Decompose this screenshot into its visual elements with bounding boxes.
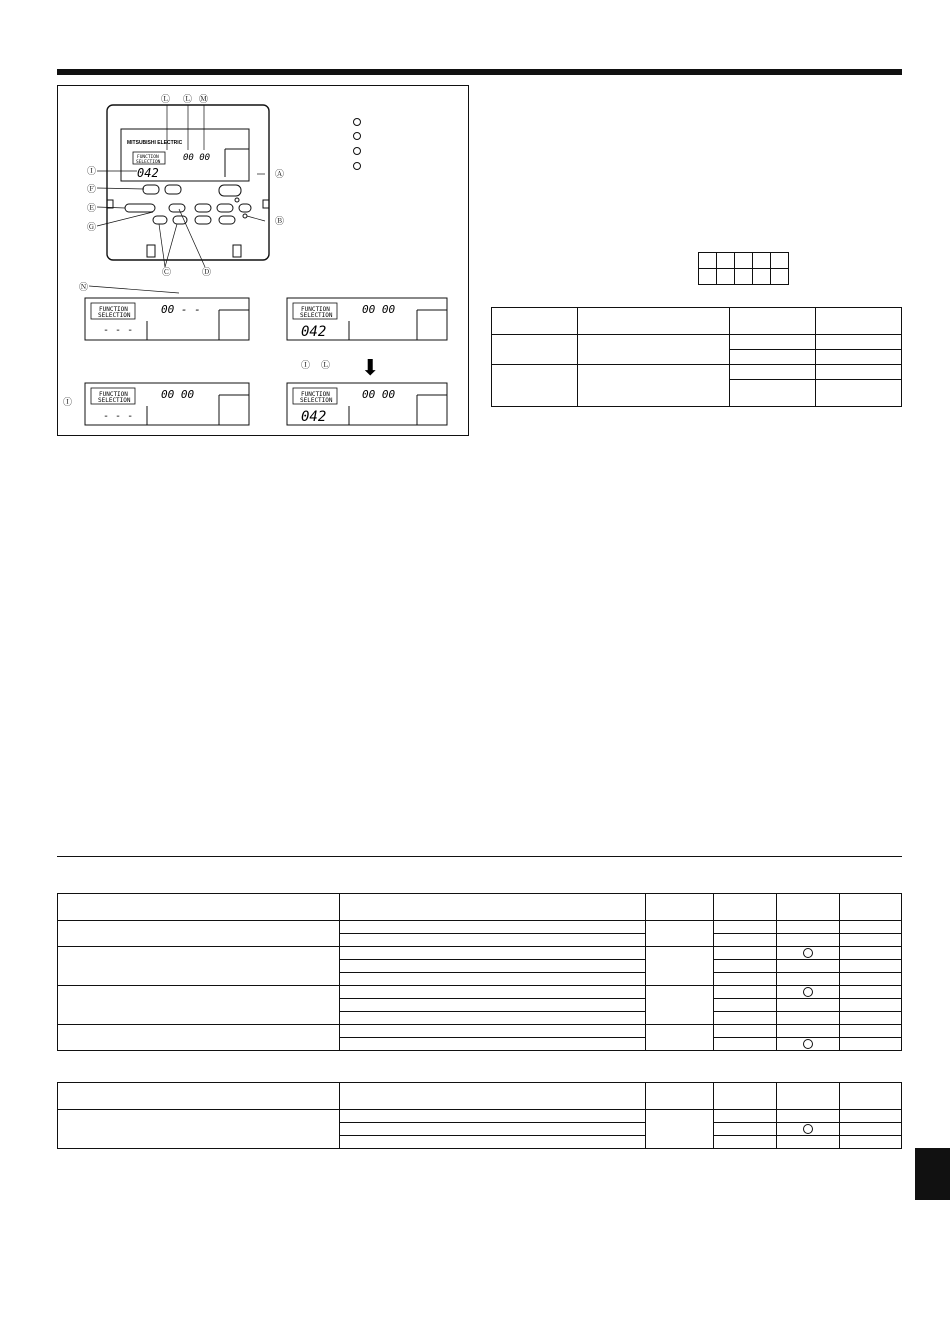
- svg-text:SELECTION: SELECTION: [98, 397, 131, 404]
- lcd-function-label: FUNCTION: [137, 155, 159, 160]
- callout-i-lower: Ⓘ: [63, 398, 73, 408]
- section-tab: [915, 1148, 950, 1200]
- temp-down-button: [143, 185, 159, 194]
- svg-text:042: 042: [301, 324, 327, 340]
- check-button: [239, 204, 251, 212]
- svg-text:FUNCTION: FUNCTION: [301, 391, 330, 398]
- section-divider: [57, 856, 902, 857]
- lcd-step-3: [85, 383, 249, 425]
- callout-c: Ⓒ: [162, 268, 172, 278]
- temp-up-button: [165, 185, 181, 194]
- selected-circle: [803, 987, 813, 997]
- callout-i: Ⓘ: [87, 167, 97, 177]
- lcd-selection-label: SELECTION: [136, 160, 161, 165]
- svg-text:042: 042: [301, 409, 327, 425]
- vane-button: [217, 204, 233, 212]
- timer-down-button: [153, 216, 167, 224]
- svg-text:00 - -: 00 - -: [161, 303, 201, 316]
- svg-text:- - -: - - -: [103, 325, 134, 336]
- callout-labels: [63, 94, 330, 408]
- mode-button: [125, 204, 155, 212]
- fan-button: [195, 204, 211, 212]
- lcd-step-2: [287, 298, 447, 340]
- callout-d: Ⓓ: [202, 268, 212, 278]
- lcd-step-1: [85, 298, 249, 340]
- lcd-step-4: [287, 383, 447, 425]
- right-settings-table: [491, 307, 902, 407]
- callout-m: Ⓜ: [199, 95, 209, 105]
- svg-text:00 00: 00 00: [362, 388, 396, 401]
- second-settings-table: [57, 1082, 902, 1149]
- lcd-mode-number: 042: [137, 166, 159, 180]
- svg-text:SELECTION: SELECTION: [300, 397, 333, 404]
- selected-circle: [803, 948, 813, 958]
- small-grid-box: [698, 252, 789, 285]
- svg-text:SELECTION: SELECTION: [98, 312, 131, 319]
- svg-text:FUNCTION: FUNCTION: [301, 306, 330, 313]
- selected-circle: [803, 1039, 813, 1049]
- callout-g: Ⓖ: [87, 223, 97, 233]
- callout-l2: Ⓛ: [183, 95, 193, 105]
- callout-l-step: Ⓛ: [321, 361, 331, 371]
- lcd-address: 00 00: [183, 153, 211, 163]
- callout-l: Ⓛ: [161, 95, 171, 105]
- callout-a: Ⓐ: [275, 170, 285, 180]
- svg-text:FUNCTION: FUNCTION: [99, 391, 128, 398]
- remote-controller-figure: [57, 85, 469, 436]
- set-button: [169, 204, 185, 212]
- step-arrow: ⬇: [361, 355, 380, 380]
- callout-f: Ⓕ: [87, 185, 97, 195]
- svg-text:00 00: 00 00: [161, 388, 195, 401]
- callout-b: Ⓑ: [275, 217, 285, 227]
- svg-text:FUNCTION: FUNCTION: [99, 306, 128, 313]
- svg-text:SELECTION: SELECTION: [300, 312, 333, 319]
- function-settings-table: [57, 893, 902, 1051]
- top-rule: [57, 69, 902, 75]
- callout-i-step: Ⓘ: [301, 361, 311, 371]
- callout-e: Ⓔ: [87, 204, 97, 214]
- brand-logo: MITSUBISHI ELECTRIC: [127, 140, 183, 146]
- test-button: [195, 216, 211, 224]
- callout-n: Ⓝ: [79, 283, 89, 293]
- filter-button: [219, 216, 235, 224]
- selected-circle: [803, 1124, 813, 1134]
- on-off-button: [219, 185, 241, 196]
- svg-text:00 00: 00 00: [362, 303, 396, 316]
- svg-text:- - -: - - -: [103, 411, 134, 422]
